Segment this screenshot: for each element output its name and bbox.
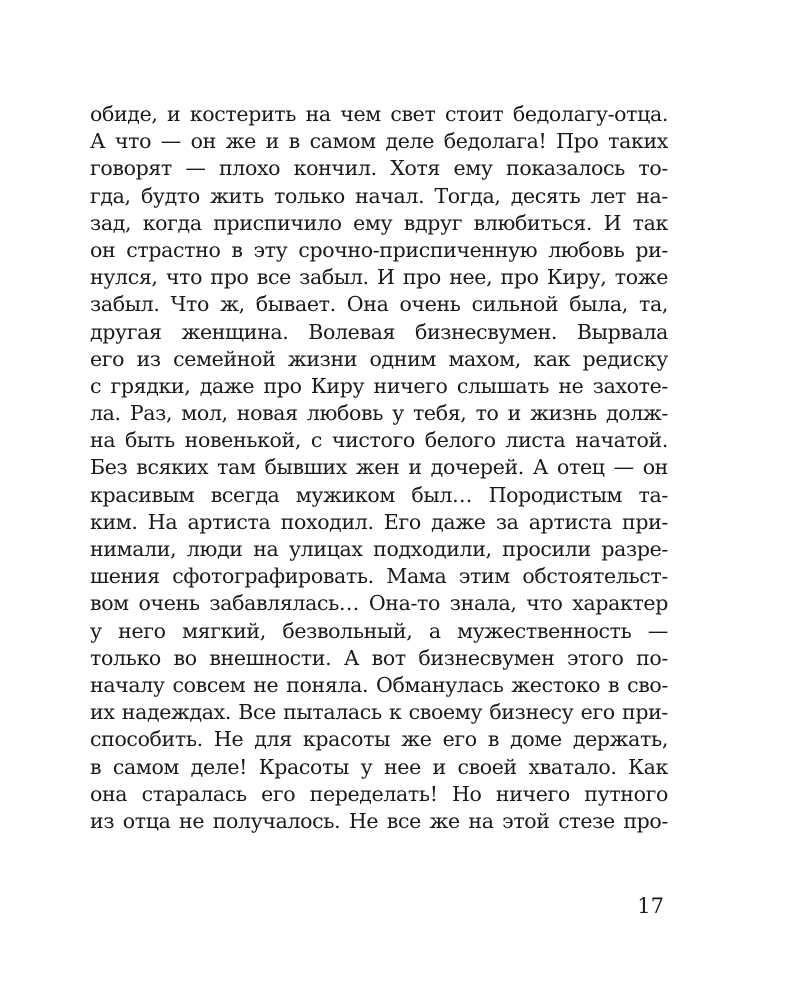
text-line: с грядки, даже про Киру ничего слышать не захоте- [90,373,668,398]
text-line: вом очень забавлялась… Она-то знала, что характер [90,591,668,616]
text-line: из отца не получалось. Не все же на этой стезе про- [90,808,668,833]
text-line: обиде, и костерить на чем свет стоит бедолагу-отца. [90,102,668,126]
text-line: у него мягкий, безвольный, а мужественность — [90,618,668,643]
text-line: в самом деле! Красоты у нее и своей хватало. Как [90,754,668,779]
text-line: его из семейной жизни одним махом, как редиску [90,346,668,371]
text-line: А что — он же и в самом деле бедолага! Про таких [90,129,668,154]
text-line: Без всяких там бывших жен и дочерей. А отец — он [90,455,668,480]
text-line: их надеждах. Все пыталась к своему бизнесу его при- [90,700,668,725]
text-line: красивым всегда мужиком был… Породистым та- [90,482,668,507]
text-line: ла. Раз, мол, новая любовь у тебя, то и жизнь долж- [90,401,668,426]
text-line: он страстно в эту срочно-приспиченную любовь ри- [90,237,668,262]
text-line: началу совсем не поняла. Обманулась жестоко в сво- [90,672,668,697]
text-line: нулся, что про все забыл. И про нее, про Киру, тоже [90,265,668,290]
text-line: другая женщина. Волевая бизнесвумен. Вырвала [90,319,668,344]
page-number: 17 [637,894,664,918]
text-line: шения сфотографировать. Мама этим обстоятельст- [90,564,668,589]
text-line: только во внешности. А вот бизнесвумен этого по- [90,645,668,670]
text-line: она старалась его переделать! Но ничего путного [90,781,668,806]
text-line: зад, когда приспичило ему вдруг влюбиться. И так [90,210,668,235]
text-line: гда, будто жить только начал. Тогда, десять лет на- [90,183,668,208]
text-line: способить. Не для красоты же его в доме держать, [90,727,668,752]
body-text [90,101,668,835]
text-line: нимали, люди на улицах подходили, просили разре- [90,537,668,561]
text-line: забыл. Что ж, бывает. Она очень сильной была, та, [90,292,668,317]
text-line: ким. На артиста походил. Его даже за артиста при- [90,509,668,534]
text-line: говорят — плохо кончил. Хотя ему показалось то- [90,156,668,181]
text-line: на быть новенькой, с чистого белого листа начатой. [90,428,668,453]
